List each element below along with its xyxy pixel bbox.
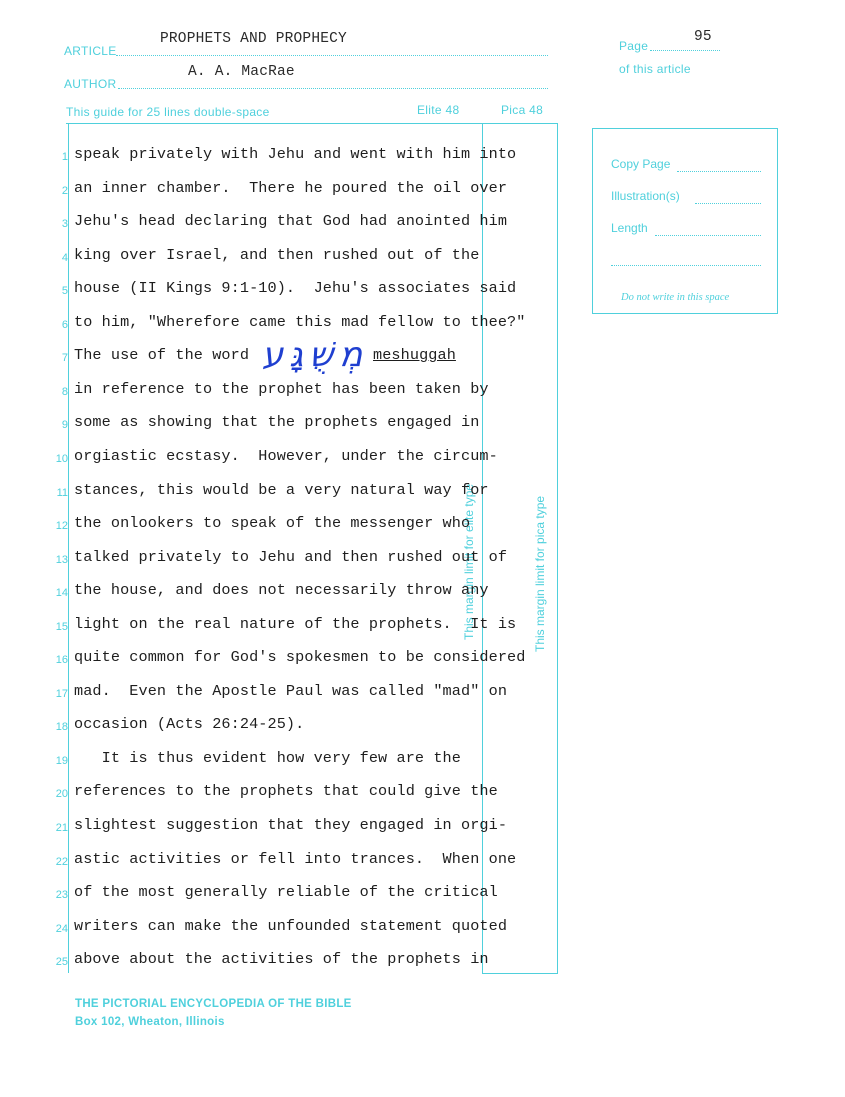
- text-line: occasion (Acts 26:24-25).: [74, 715, 305, 734]
- text-line: quite common for God's spokesmen to be considered: [74, 648, 526, 667]
- length-label: Length: [611, 221, 648, 235]
- pica-label: Pica 48: [501, 103, 544, 117]
- bottom-guide-rule: [482, 973, 558, 974]
- guide-text: This guide for 25 lines double-space: [66, 105, 270, 119]
- text-line: in reference to the prophet has been taken by: [74, 379, 489, 398]
- line-number: 24: [55, 922, 68, 935]
- text-line: some as showing that the prophets engaged in: [74, 413, 480, 432]
- line-number: 17: [55, 687, 68, 700]
- elite-margin-label: This margin limit for elite type: [462, 483, 476, 640]
- illustrations-label: Illustration(s): [611, 189, 680, 203]
- copy-box: [592, 128, 778, 314]
- line-number: 5: [61, 285, 68, 298]
- left-margin-rule: [68, 123, 69, 973]
- line-number: 18: [55, 721, 68, 734]
- line-number: 23: [55, 889, 68, 902]
- line-number: 10: [55, 452, 68, 465]
- line-number: 8: [61, 385, 68, 398]
- length-rule: [655, 235, 761, 236]
- line-number: 16: [55, 654, 68, 667]
- text-line: orgiastic ecstasy. However, under the circum-: [74, 446, 498, 465]
- handwritten-hebrew: מְשֻׁגָּע: [262, 335, 369, 375]
- article-title: PROPHETS AND PROPHECY: [160, 31, 347, 47]
- top-guide-rule: [66, 123, 558, 124]
- text-line: talked privately to Jehu and then rushed out of: [74, 547, 508, 566]
- line-number: 3: [61, 218, 68, 231]
- line-number: 2: [61, 184, 68, 197]
- line-number: 6: [61, 318, 68, 331]
- line-number: 11: [56, 486, 68, 499]
- text-line: astic activities or fell into trances. When one: [74, 849, 517, 868]
- line-number: 9: [61, 419, 68, 432]
- page-sub-label: of this article: [619, 62, 691, 76]
- text-line: to him, "Wherefore came this mad fellow to thee?": [74, 312, 526, 331]
- footer-address: Box 102, Wheaton, Illinois: [75, 1016, 225, 1028]
- page-label: Page: [619, 39, 649, 53]
- copy-page-label: Copy Page: [611, 157, 671, 171]
- underlined-term: meshuggah: [373, 346, 456, 365]
- text-line: house (II Kings 9:1-10). Jehu's associates said: [74, 279, 517, 298]
- text-line: mad. Even the Apostle Paul was called "mad" on: [74, 681, 508, 700]
- text-line: king over Israel, and then rushed out of the: [74, 245, 480, 264]
- text-line: an inner chamber. There he poured the oil over: [74, 178, 508, 197]
- footer-publisher: THE PICTORIAL ENCYCLOPEDIA OF THE BIBLE: [75, 998, 352, 1010]
- line-number: 25: [55, 956, 68, 969]
- text-line: It is thus evident how very few are the: [74, 748, 461, 767]
- blank-rule: [611, 265, 761, 266]
- line-number: 19: [55, 754, 68, 767]
- elite-label: Elite 48: [417, 103, 460, 117]
- text-line: The use of the word: [74, 346, 250, 365]
- text-line: speak privately with Jehu and went with him into: [74, 145, 517, 163]
- line-number: 12: [55, 520, 68, 533]
- text-line: the onlookers to speak of the messenger who: [74, 514, 471, 533]
- line-number: 7: [61, 352, 68, 365]
- text-line: references to the prophets that could give the: [74, 782, 498, 801]
- page-number: 95: [694, 29, 712, 45]
- line-number: 20: [55, 788, 68, 801]
- line-number: 14: [55, 587, 68, 600]
- article-rule: [116, 55, 548, 56]
- line-number: 1: [61, 151, 68, 163]
- author-rule: [118, 88, 548, 89]
- copy-page-rule: [677, 171, 761, 172]
- author-name: A. A. MacRae: [188, 64, 295, 80]
- line-number: 21: [55, 822, 68, 834]
- author-label: AUTHOR: [64, 77, 117, 91]
- line-number: 13: [55, 553, 68, 566]
- text-line: slightest suggestion that they engaged in orgi-: [74, 816, 508, 834]
- pica-margin-label: This margin limit for pica type: [533, 495, 547, 652]
- text-line: Jehu's head declaring that God had anointed him: [74, 212, 508, 231]
- text-line: writers can make the unfounded statement quoted: [74, 916, 508, 935]
- text-line: the house, and does not necessarily throw any: [74, 581, 489, 600]
- line-number: 4: [61, 251, 68, 264]
- illustrations-rule: [695, 203, 761, 204]
- text-line: light on the real nature of the prophets. It is: [74, 614, 517, 633]
- page-rule: [650, 50, 720, 51]
- pica-margin-rule: [557, 123, 558, 973]
- text-line: of the most generally reliable of the critical: [74, 883, 498, 902]
- text-line: above about the activities of the prophets in: [74, 950, 489, 969]
- article-label: ARTICLE: [64, 44, 117, 58]
- line-number: 15: [55, 620, 68, 633]
- text-line: stances, this would be a very natural way for: [74, 480, 489, 499]
- line-number: 22: [55, 855, 68, 868]
- do-not-write-note: Do not write in this space: [621, 292, 730, 303]
